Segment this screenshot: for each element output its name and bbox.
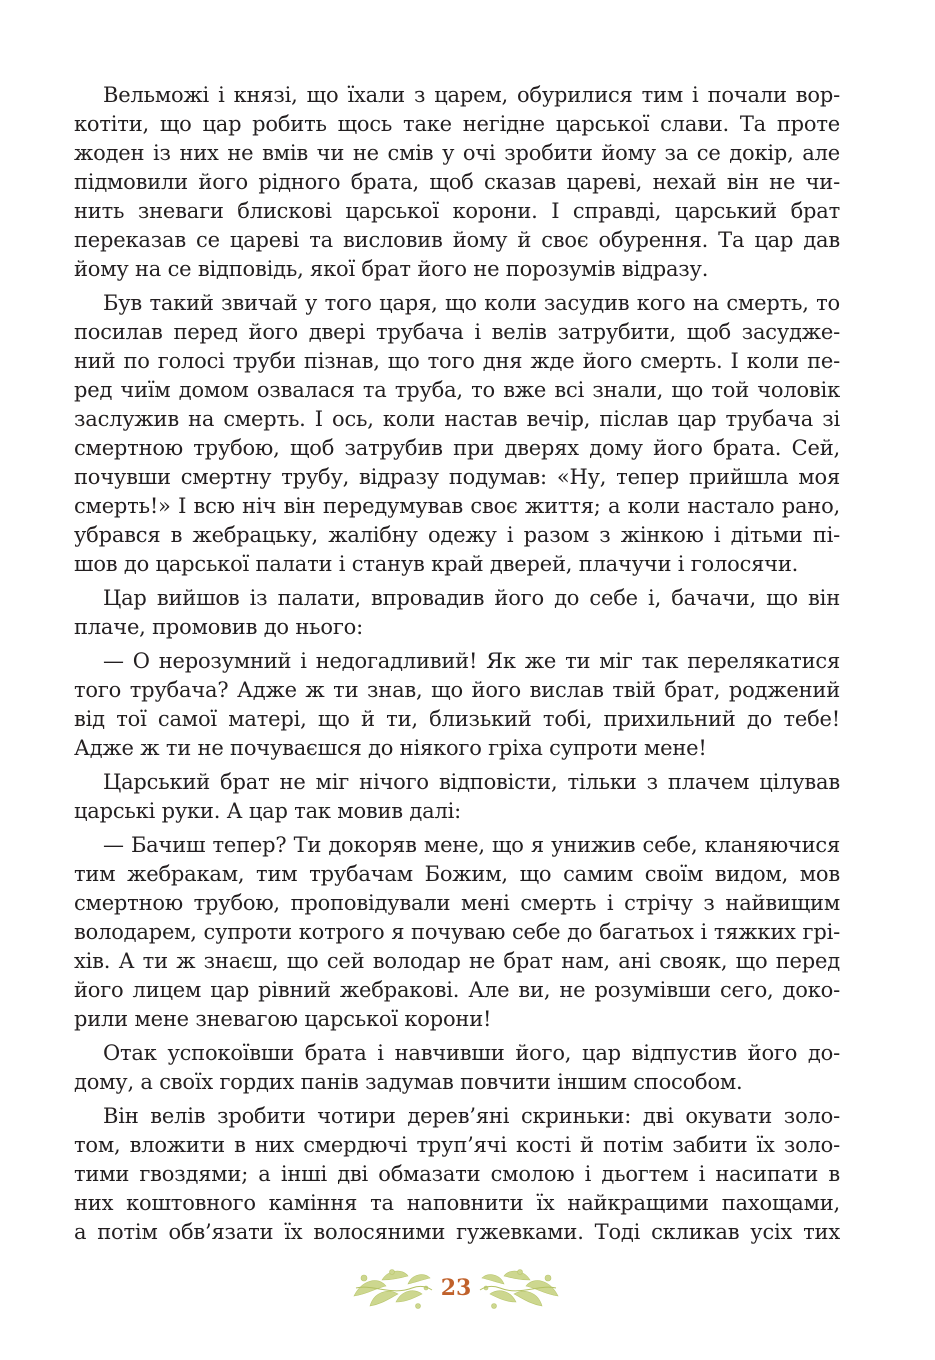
- text-line: них коштовного каміння та наповнити їх найкращими пахощами,: [74, 1191, 840, 1215]
- text-line: плаче, промовив до нього:: [74, 615, 363, 639]
- text-line: убрався в жебрацьку, жалібну одежу і разом з жінкою і дітьми пі-: [74, 523, 840, 547]
- text-line: том, вложити в них смердючі труп’ячі кості й потім забити їх золо-: [74, 1133, 840, 1157]
- text-line: дому, а своїх гордих панів задумав повчити іншим способом.: [74, 1070, 743, 1094]
- page-number: 23: [440, 1275, 472, 1301]
- text-line: того трубача? Адже ж ти знав, що його вислав твій брат, роджений: [74, 678, 840, 702]
- text-line: — Бачиш тепер? Ти докоряв мене, що я унижив себе, кланяючися: [103, 833, 840, 857]
- text-line: шов до царської палати і станув край дверей, плачучи і голосячи.: [74, 552, 799, 576]
- text-line: Вельможі і князі, що їхали з царем, обурилися тим і почали вор-: [103, 83, 840, 107]
- text-line: володарем, супроти котрого я почуваю себе до багатьох і тяжких грі-: [74, 920, 840, 944]
- text-line: жоден із них не вмів чи не смів у очі зробити йому за се докір, але: [74, 141, 840, 165]
- paragraph: [74, 1102, 840, 1247]
- paragraph: [74, 647, 840, 763]
- text-line: його лицем цар рівний жебракові. Але ви, не розумівши сего, доко-: [74, 978, 840, 1002]
- paragraph: [74, 1039, 840, 1097]
- text-line: — О нерозумний і недогадливий! Як же ти міг так перелякатися: [103, 649, 840, 673]
- text-line: від тої самої матері, що й ти, близький тобі, прихильний до тебе!: [74, 707, 840, 731]
- text-line: тим жебракам, тим трубачам Божим, що самим своїм видом, мов: [74, 862, 840, 886]
- paragraph: [74, 584, 840, 642]
- paragraph: [74, 831, 840, 1034]
- text-line: рили мене зневагою царської корони!: [74, 1007, 492, 1031]
- story-text: [74, 81, 840, 1252]
- text-line: Цар вийшов із палати, впровадив його до себе і, бачачи, що він: [103, 586, 840, 610]
- text-line: йому на се відповідь, якої брат його не порозумів відразу.: [74, 257, 709, 281]
- text-line: смертною трубою, щоб затрубив при дверях дому його брата. Сей,: [74, 436, 840, 460]
- text-line: нить зневаги блискові царської корони. І справді, царський брат: [74, 199, 840, 223]
- text-line: хів. А ти ж знаєш, що сей володар не брат нам, ані свояк, що перед: [74, 949, 840, 973]
- text-line: посилав перед його двері трубача і велів затрубити, щоб засудже-: [74, 320, 840, 344]
- text-line: а потім обв’язати їх волосяними гужевками. Тоді скликав усіх тих: [74, 1220, 840, 1244]
- text-line: ред чиїм домом озвалася та труба, то вже всі знали, що той чоловік: [74, 378, 840, 402]
- text-line: тими гвоздями; а інші дві обмазати смолою і дьогтем і насипати в: [74, 1162, 840, 1186]
- text-line: ний по голосі труби пізнав, що того дня жде його смерть. І коли пе-: [74, 349, 840, 373]
- text-line: смерть!» І всю ніч він передумував своє життя; а коли настало рано,: [74, 494, 840, 518]
- text-line: Царський брат не міг нічого відповісти, тільки з плачем цілував: [103, 770, 840, 794]
- text-line: царські руки. А цар так мовив далі:: [74, 799, 461, 823]
- text-line: смертною трубою, проповідували мені смерть і стрічу з найвищим: [74, 891, 840, 915]
- paragraph: [74, 289, 840, 579]
- text-line: Отак успокоївши брата і навчивши його, цар відпустив його до-: [103, 1041, 840, 1065]
- text-line: заслужив на смерть. І ось, коли настав вечір, післав цар трубача зі: [74, 407, 840, 431]
- text-line: Був такий звичай у того царя, що коли засудив кого на смерть, то: [103, 291, 840, 315]
- text-line: Він велів зробити чотири дерев’яні скриньки: дві окувати золо-: [103, 1104, 840, 1128]
- text-line: котіти, що цар робить щось таке негідне царської слави. Та проте: [74, 112, 840, 136]
- text-line: підмовили його рідного брата, щоб сказав цареві, нехай він не чи-: [74, 170, 840, 194]
- paragraph: [74, 81, 840, 284]
- text-line: переказав се цареві та висловив йому й своє обурення. Та цар дав: [74, 228, 840, 252]
- text-line: почувши смертну трубу, відразу подумав: «Ну, тепер прийшла моя: [74, 465, 840, 489]
- text-line: Адже ж ти не почуваєшся до ніякого гріха супроти мене!: [74, 736, 707, 760]
- paragraph: [74, 768, 840, 826]
